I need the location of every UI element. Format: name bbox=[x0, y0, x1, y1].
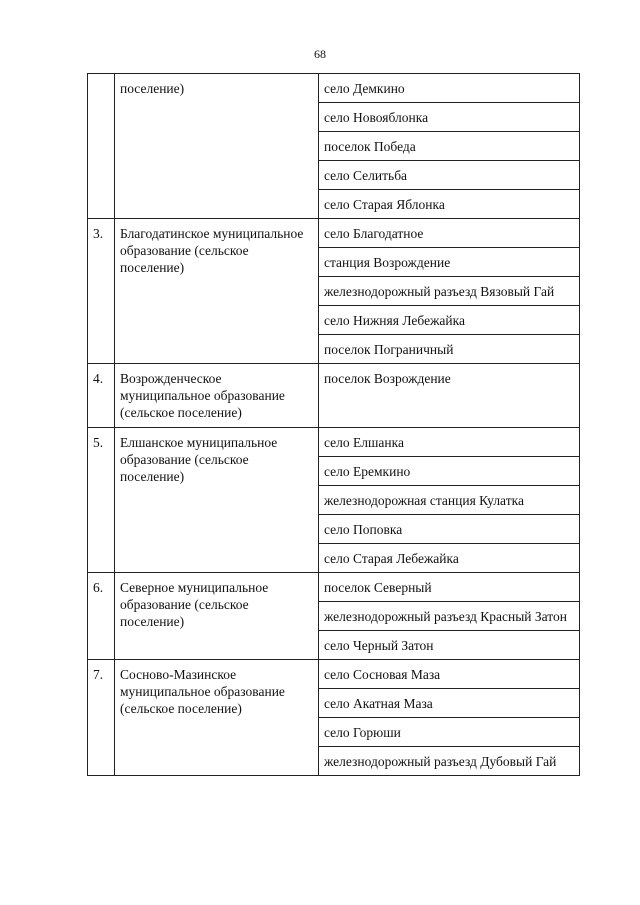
locality-name: железнодорожная станция Кулатка bbox=[319, 486, 580, 515]
row-number: 7. bbox=[88, 660, 115, 776]
municipality-name: Сосново-Мазинское муниципальное образование (сельское поселение) bbox=[115, 660, 319, 776]
locality-name: село Нижняя Лебежайка bbox=[319, 306, 580, 335]
locality-name: село Селитьба bbox=[319, 161, 580, 190]
locality-name: железнодорожный разъезд Дубовый Гай bbox=[319, 747, 580, 776]
locality-name: село Демкино bbox=[319, 74, 580, 103]
municipality-name: Возрожденческое муниципальное образование (сельское поселение) bbox=[115, 364, 319, 428]
table-row bbox=[88, 660, 580, 689]
municipality-name: поселение) bbox=[115, 74, 319, 219]
table-row bbox=[88, 219, 580, 248]
row-number: 5. bbox=[88, 428, 115, 573]
row-number: 3. bbox=[88, 219, 115, 364]
locality-name: станция Возрождение bbox=[319, 248, 580, 277]
locality-name: село Благодатное bbox=[319, 219, 580, 248]
locality-name: село Елшанка bbox=[319, 428, 580, 457]
table-row bbox=[88, 428, 580, 457]
row-number bbox=[88, 74, 115, 219]
row-number: 4. bbox=[88, 364, 115, 428]
page-number: 68 bbox=[314, 47, 326, 61]
locality-name: поселок Возрождение bbox=[319, 364, 580, 428]
locality-name: село Старая Яблонка bbox=[319, 190, 580, 219]
locality-name: поселок Пограничный bbox=[319, 335, 580, 364]
settlements-table-body bbox=[88, 74, 580, 776]
locality-name: село Сосновая Маза bbox=[319, 660, 580, 689]
row-number: 6. bbox=[88, 573, 115, 660]
municipality-name: Елшанское муниципальное образование (сельское поселение) bbox=[115, 428, 319, 573]
municipality-name: Благодатинское муниципальное образование (сельское поселение) bbox=[115, 219, 319, 364]
locality-name: село Старая Лебежайка bbox=[319, 544, 580, 573]
locality-name: село Поповка bbox=[319, 515, 580, 544]
locality-name: поселок Победа bbox=[319, 132, 580, 161]
locality-name: железнодорожный разъезд Красный Затон bbox=[319, 602, 580, 631]
locality-name: село Еремкино bbox=[319, 457, 580, 486]
locality-name: село Акатная Маза bbox=[319, 689, 580, 718]
settlements-table bbox=[87, 73, 580, 776]
table-row bbox=[88, 364, 580, 428]
municipality-name: Северное муниципальное образование (сельское поселение) bbox=[115, 573, 319, 660]
locality-name: железнодорожный разъезд Вязовый Гай bbox=[319, 277, 580, 306]
table-row bbox=[88, 74, 580, 103]
locality-name: село Черный Затон bbox=[319, 631, 580, 660]
locality-name: село Горюши bbox=[319, 718, 580, 747]
locality-name: село Новояблонка bbox=[319, 103, 580, 132]
table-row bbox=[88, 573, 580, 602]
locality-name: поселок Северный bbox=[319, 573, 580, 602]
